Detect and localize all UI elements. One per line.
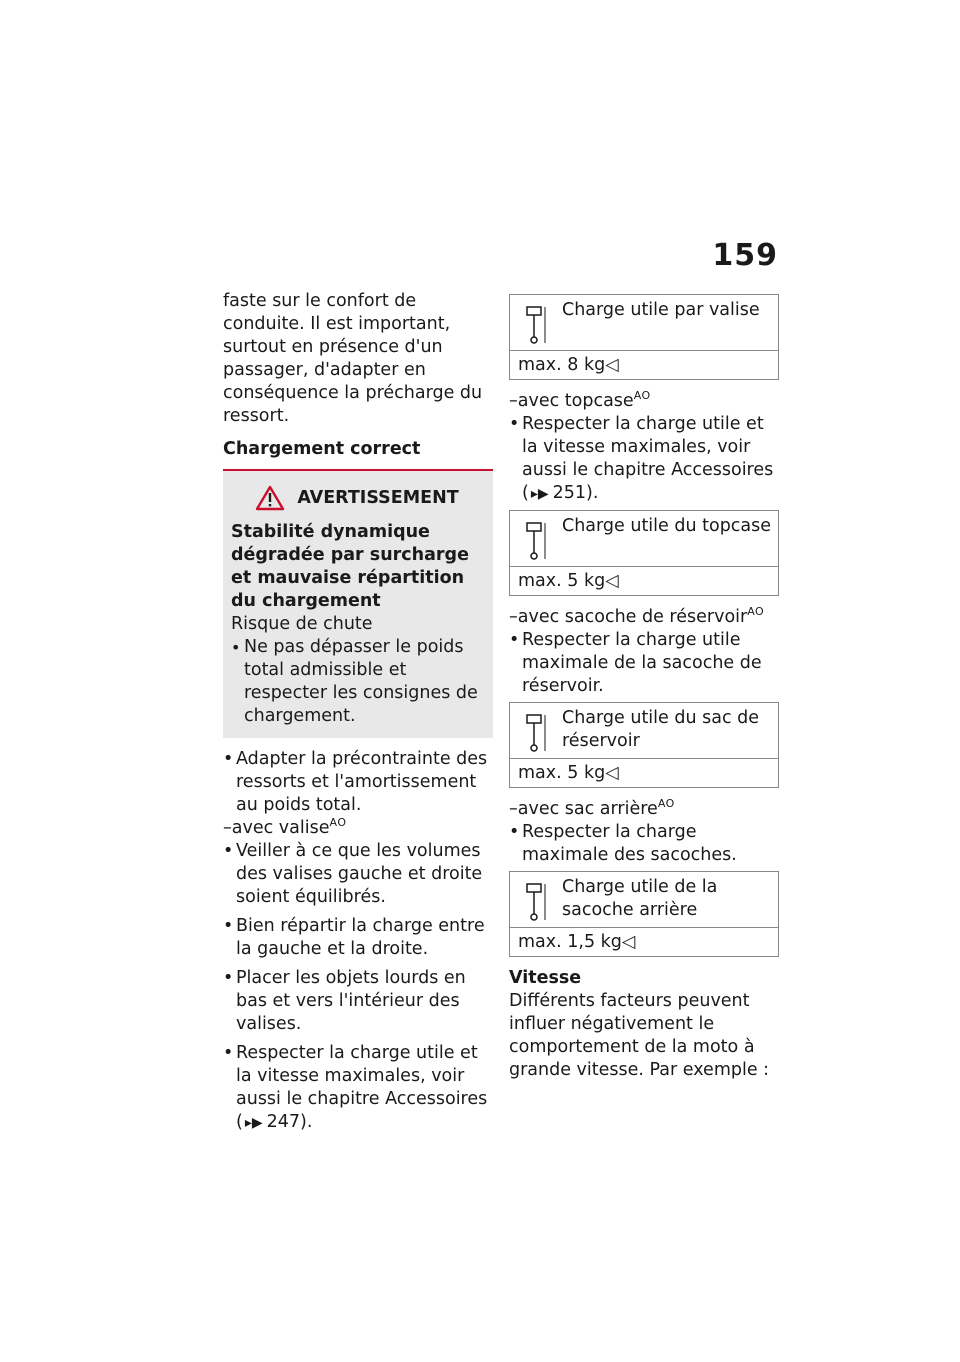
outro-paragraph: Différents facteurs peuvent influer négativement le comportement de la moto à grande vitesse. Par exemple : [509,991,770,1080]
warning-triangle-icon [255,485,285,511]
right-column [509,290,779,1082]
intro-paragraph: faste sur le confort de conduite. Il est important, surtout en présence d'un passager, d'adapter en conséquence la précharge du ressort. [223,291,483,426]
ao-marker: AO [329,816,347,830]
payload-weight-icon [523,519,549,561]
load-label: Charge utile de la sacoche arrière [562,877,718,920]
list-text: Respecter la charge utile et la vitesse maximales, voir aussi le chapitre Accessoires [236,1043,488,1109]
ao-marker: AO [747,605,765,619]
warning-risk: Risque de chute [231,614,373,634]
list-item: • Veiller à ce que les volumes des valises gauche et droite soient équilibrés. [223,840,493,909]
page-reference[interactable]: 247). [266,1112,313,1132]
section-heading-loading: Chargement correct [223,439,421,459]
page-reference[interactable]: 251). [552,483,599,503]
load-value: max. 5 kg◁ [518,763,619,783]
list-item: • Placer les objets lourds en bas et vers l'intérieur des valises. [223,967,493,1036]
page-reference-arrow-icon[interactable]: ▸▶ [530,486,549,502]
left-column [223,290,493,1135]
load-label: Charge utile par valise [562,300,760,320]
list-text: Respecter la charge utile et la vitesse maximales, voir aussi le chapitre Accessoires [522,414,774,480]
warning-heading: Stabilité dynamique dégradée par surcharge et mauvaise répartition du chargement [231,522,469,611]
list-item-accessories: • Respecter la charge utile et la vitesse maximales, voir aussi le chapitre Accessoires ( ▸▶ 247). [223,1042,493,1135]
payload-weight-icon [523,880,549,922]
dash-text: –avec sac arrière [509,799,658,819]
load-value: max. 5 kg◁ [518,571,619,591]
load-box-valise [509,294,779,380]
dash-text: –avec topcase [509,391,634,411]
list-item-accessories: • Respecter la charge utile et la vitesse maximales, voir aussi le chapitre Accessoires ( ▸▶ 251). [509,413,779,506]
warning-title-row [231,485,483,511]
dash-item-topcase [509,390,779,413]
ao-marker: AO [633,389,651,403]
page-reference-arrow-icon[interactable]: ▸▶ [244,1115,263,1131]
warning-box [223,469,493,738]
dash-text: –avec valise [223,818,330,838]
section-heading-speed: Vitesse [509,968,582,988]
list-item: • Respecter la charge maximale des sacoches. [509,821,779,867]
load-label: Charge utile du topcase [562,516,772,536]
load-value: max. 8 kg◁ [518,355,619,375]
load-label: Charge utile du sac de réservoir [562,708,760,751]
list-item: • Respecter la charge utile maximale de la sacoche de réservoir. [509,629,779,698]
dash-item-tank-bag [509,606,779,629]
list-item: • Bien répartir la charge entre la gauche et la droite. [223,915,493,961]
list-item: • Adapter la précontrainte des ressorts et l'amortissement au poids total. [223,748,493,817]
page-number: 159 [712,238,778,273]
dash-item-rear-bag [509,798,779,821]
payload-weight-icon [523,711,549,753]
load-value: max. 1,5 kg◁ [518,932,636,952]
dash-item-valise [223,817,493,840]
load-box-topcase [509,510,779,596]
payload-weight-icon [523,303,549,345]
ao-marker: AO [657,797,675,811]
warning-bullet: • Ne pas dépasser le poids total admissible et respecter les consignes de chargement. [231,636,483,728]
warning-title: AVERTISSEMENT [297,487,459,508]
dash-text: –avec sacoche de réservoir [509,607,748,627]
load-box-tank-bag [509,702,779,788]
load-box-rear-bag [509,871,779,957]
